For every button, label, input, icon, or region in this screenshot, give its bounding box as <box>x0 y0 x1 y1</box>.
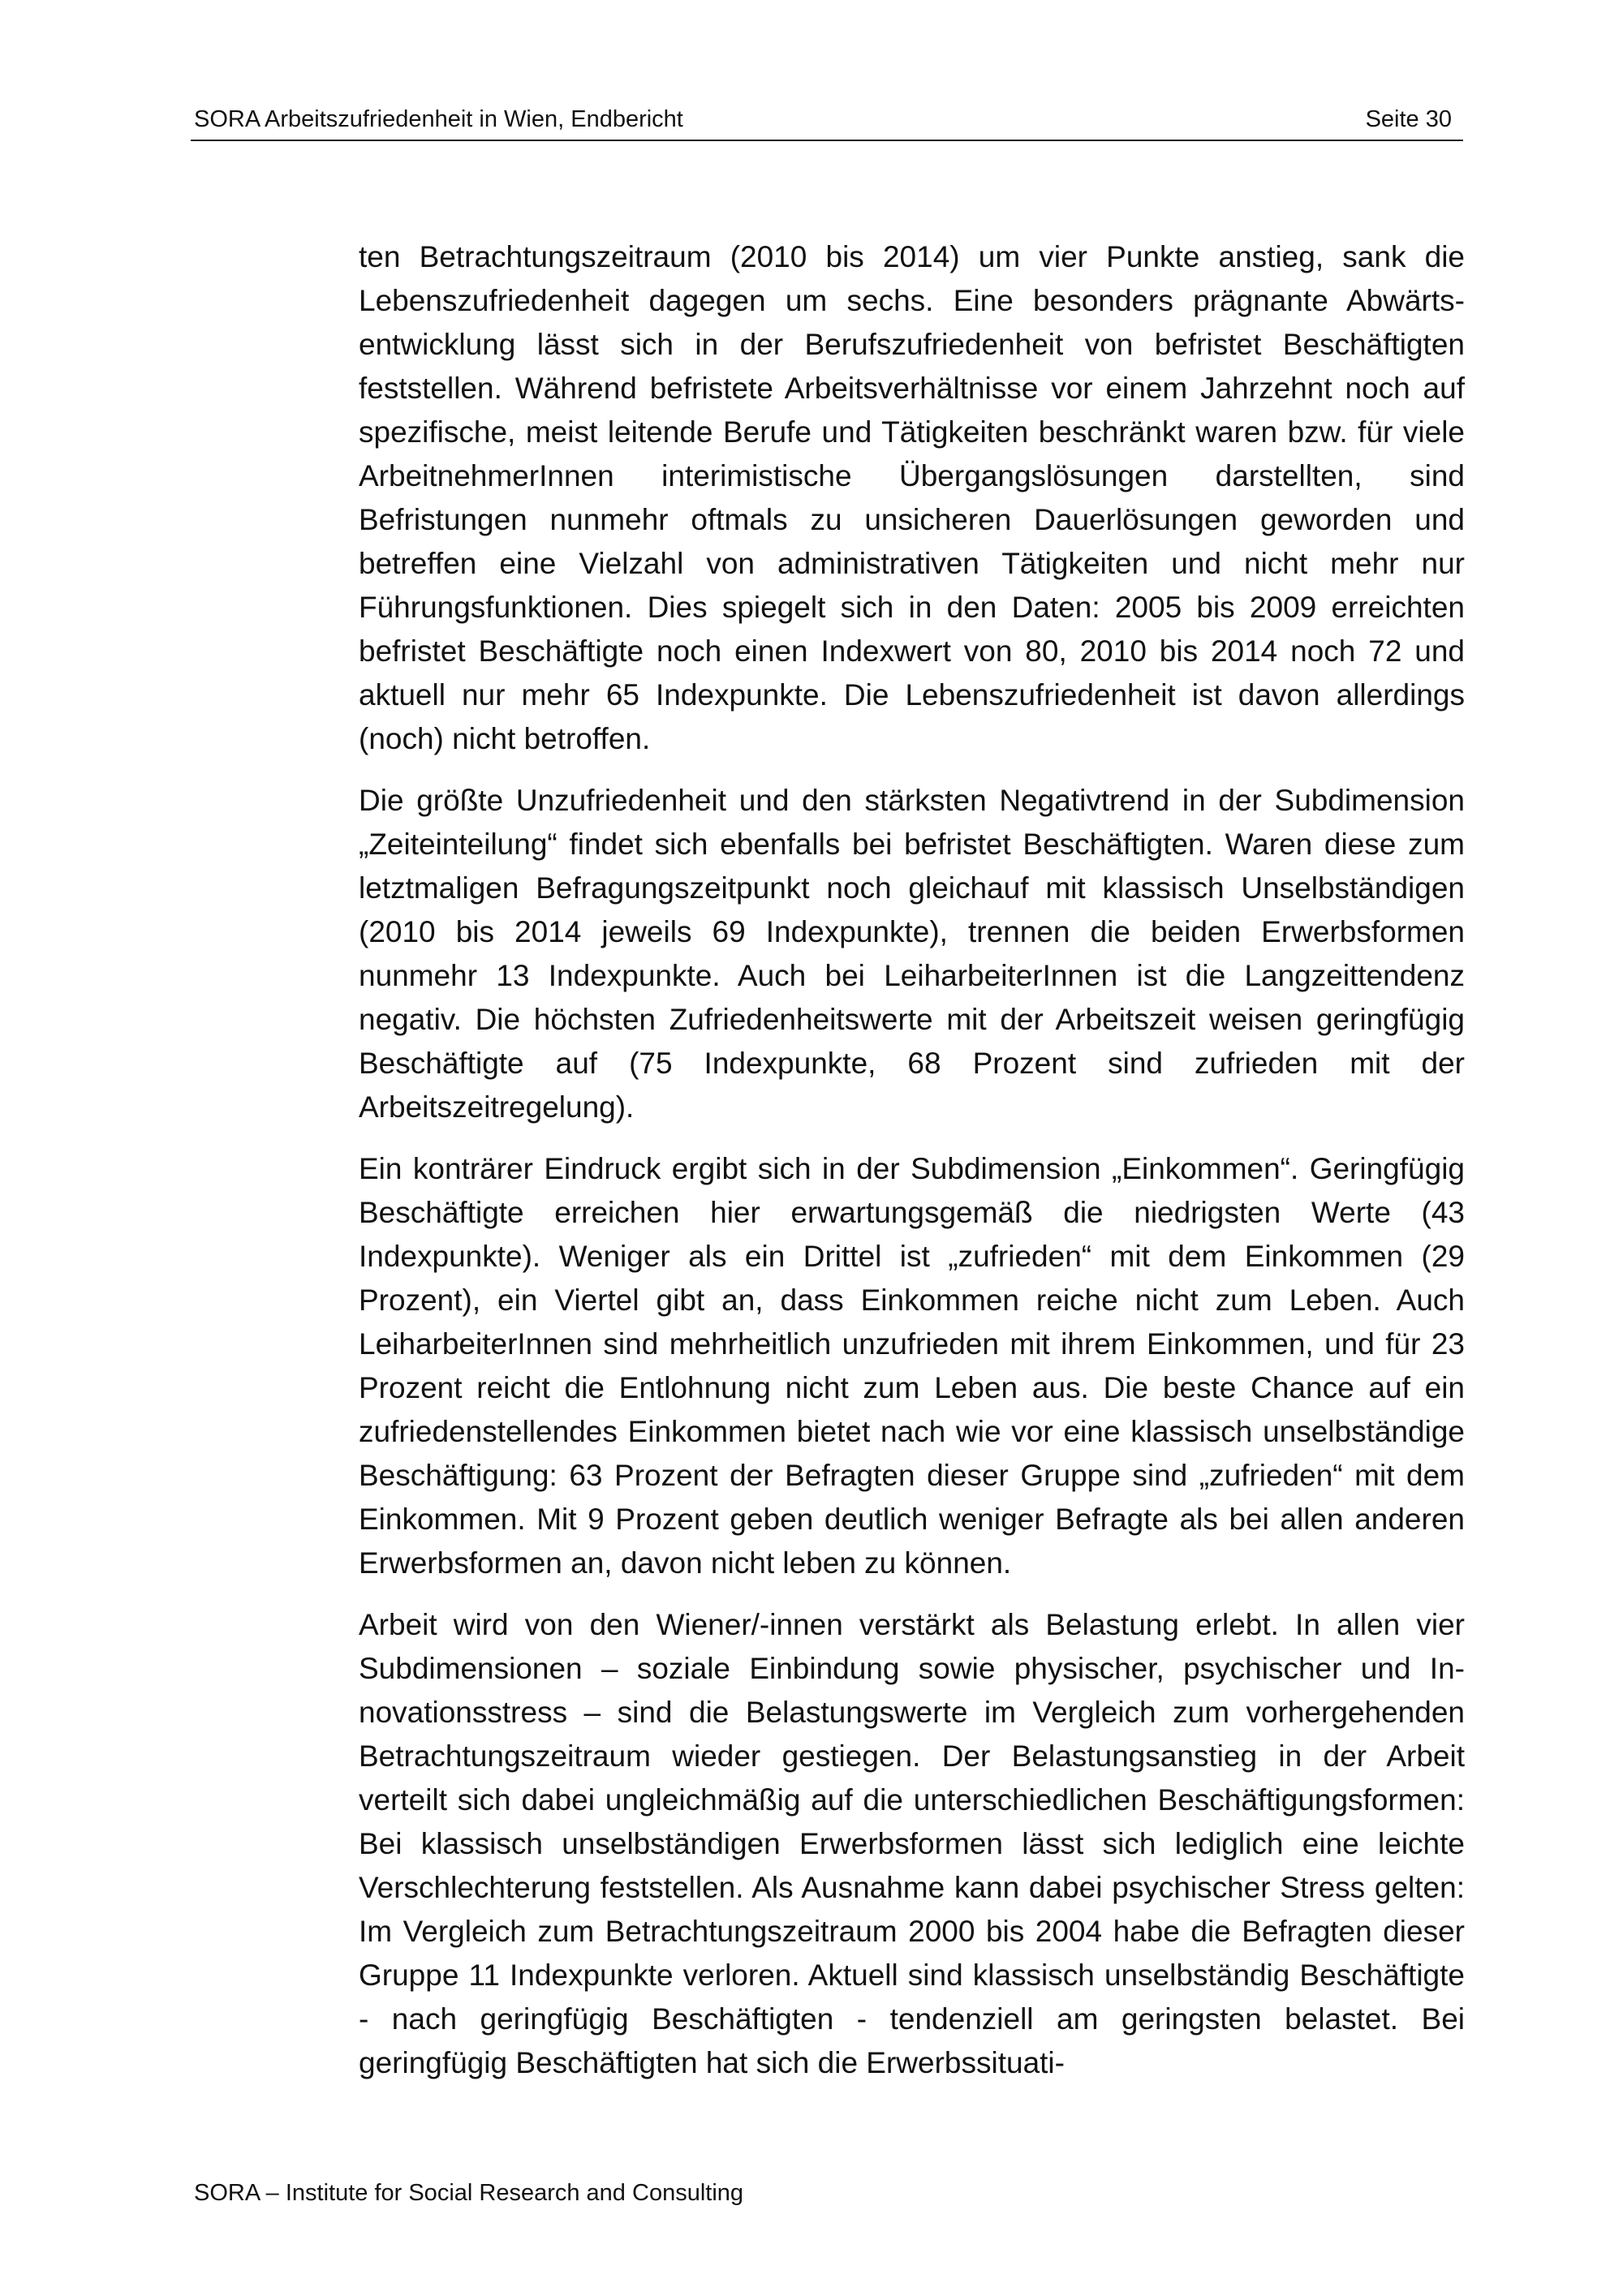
paragraph: ten Betrachtungszeitraum (2010 bis 2014) um vier Punkte anstieg, sank die Lebenszufriedenheit dagegen um sechs. Eine besonders prägnante Abwärtsentwicklung lässt sich in der Berufszufriedenheit von befristet Beschäftigten feststellen. Während befristete Arbeitsverhältnisse vor einem Jahrzehnt noch auf spezifische, meist leitende Berufe und Tätigkeiten beschränkt waren bzw. für viele ArbeitnehmerInnen interimistische Übergangslösungen darstellten, sind Befristungen nunmehr oftmals zu unsicheren Dauerlösungen geworden und betreffen eine Vielzahl von administrativen Tätigkeiten und nicht mehr nur Führungsfunktionen. Dies spiegelt sich in den Daten: 2005 bis 2009 erreichten befristet Beschäftigte noch einen Indexwert von 80, 2010 bis 2014 noch 72 und aktuell nur mehr 65 Indexpunkte. Die Lebenszufriedenheit ist davon allerdings (noch) nicht betroffen. <box>359 240 1465 755</box>
page-footer: SORA – Institute for Social Research and Consulting <box>194 2180 744 2206</box>
paragraph: Arbeit wird von den Wiener/-innen verstärkt als Belastung erlebt. In allen vier Subdimensionen – soziale Einbindung sowie physischer, psychischer und Innovationsstress – sind die Belastungswerte im Vergleich zum vorhergehenden Betrachtungszeitraum wieder gestiegen. Der Belastungsanstieg in der Arbeit verteilt sich dabei ungleichmäßig auf die unterschiedlichen Beschäftigungsformen: Bei klassisch unselbständigen Erwerbsformen lässt sich lediglich eine leichte Verschlechterung feststellen. Als Ausnahme kann dabei psychischer Stress gelten: Im Vergleich zum Betrachtungszeitraum 2000 bis 2004 habe die Befragten dieser Gruppe 11 Indexpunkte verloren. Aktuell sind klassisch unselbständig Beschäftigte - nach geringfügig Beschäftigten - tendenziell am geringsten belastet. Bei geringfügig Beschäftigten hat sich die Erwerbssituati- <box>359 1608 1465 2079</box>
document-title: SORA Arbeitszufriedenheit in Wien, Endbericht <box>194 106 683 132</box>
body-text <box>359 235 1465 2103</box>
page-number: Seite 30 <box>1365 106 1452 132</box>
paragraph: Die größte Unzufriedenheit und den stärksten Negativtrend in der Subdimension „Zeiteinteilung“ findet sich ebenfalls bei befristet Beschäftigten. Waren diese zum letztmaligen Befragungszeitpunkt noch gleichauf mit klassisch Unselbständigen (2010 bis 2014 jeweils 69 Indexpunkte), trennen die beiden Erwerbsformen nunmehr 13 Indexpunkte. Auch bei LeiharbeiterInnen ist die Langzeittendenz negativ. Die höchsten Zufriedenheitswerte mit der Arbeitszeit weisen geringfügig Beschäftigte auf (75 Indexpunkte, 68 Prozent sind zufrieden mit der Arbeitszeitregelung). <box>359 784 1465 1124</box>
paragraph: Ein konträrer Eindruck ergibt sich in der Subdimension „Einkommen“. Geringfügig Beschäftigte erreichen hier erwartungsgemäß die niedrigsten Werte (43 Indexpunkte). Weniger als ein Drittel ist „zufrieden“ mit dem Einkommen (29 Prozent), ein Viertel gibt an, dass Einkommen reiche nicht zum Leben. Auch LeiharbeiterInnen sind mehrheitlich unzufrieden mit ihrem Einkommen, und für 23 Prozent reicht die Entlohnung nicht zum Leben aus. Die beste Chance auf ein zufriedenstellendes Einkommen bietet nach wie vor eine klassisch unselbständige Beschäftigung: 63 Prozent der Befragten dieser Gruppe sind „zufrieden“ mit dem Einkommen. Mit 9 Prozent geben deutlich weniger Befragte als bei allen anderen Erwerbsformen an, davon nicht leben zu können. <box>359 1152 1465 1580</box>
page-header <box>191 104 1463 141</box>
